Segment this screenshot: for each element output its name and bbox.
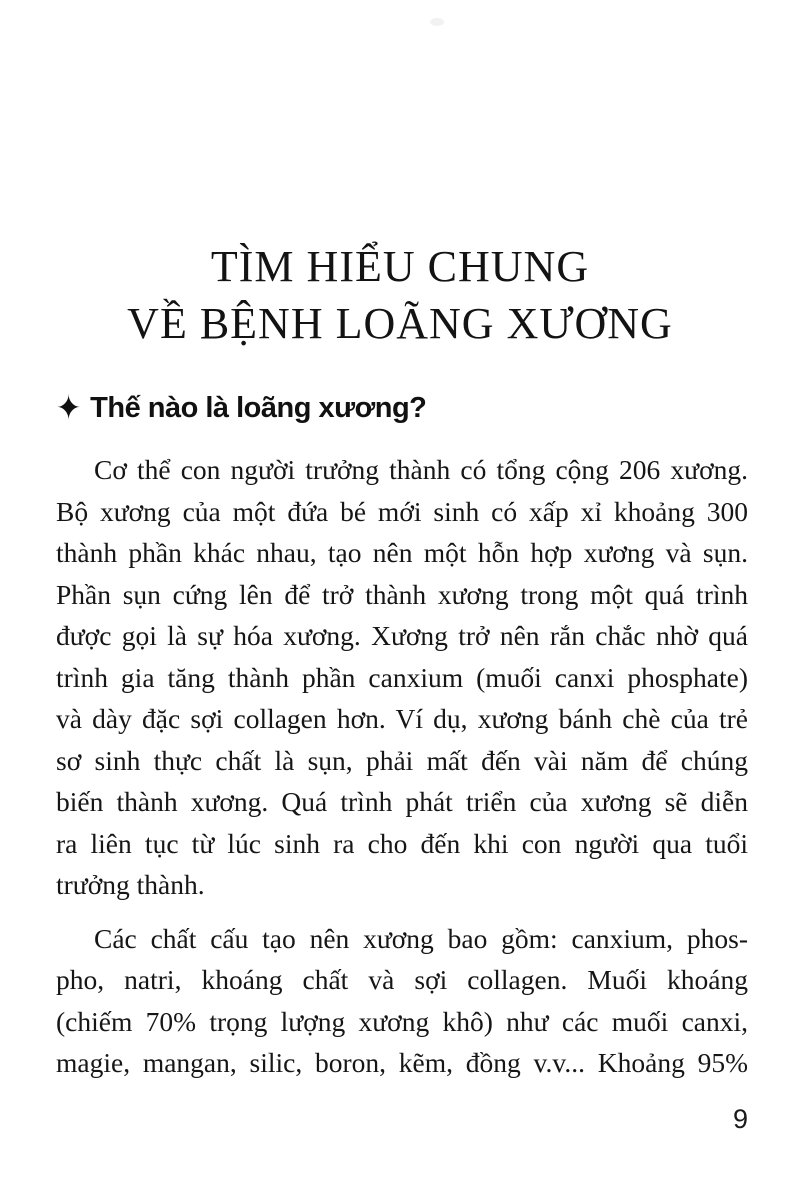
text-line: (chiếm 70% trọng lượng xương khô) như các muối canxi,: [56, 1005, 748, 1037]
text-line: Các chất cấu tạo nên xương bao gồm: canxium, phos-: [94, 922, 748, 954]
text-line: biến thành xương. Quá trình phát triển của xương sẽ diễn: [56, 786, 748, 817]
text-line: thành phần khác nhau, tạo nên một hỗn hợp xương và sụn.: [56, 537, 748, 568]
page-number: 9: [732, 1104, 748, 1134]
paragraph: [56, 918, 748, 1084]
paragraph: [56, 449, 748, 906]
text-line: magie, mangan, silic, boron, kẽm, đồng v.v... Khoảng 95%: [56, 1047, 748, 1078]
text-line: được gọi là sự hóa xương. Xương trở nên rắn chắc nhờ quá: [56, 620, 748, 651]
text-line: trưởng thành.: [56, 869, 205, 900]
text-line: ra liên tục từ lúc sinh ra cho đến khi con người qua tuổi: [56, 827, 748, 859]
four-pointed-star-icon: ✦: [56, 388, 82, 427]
scan-artifact: [430, 18, 444, 26]
chapter-title: [0, 0, 800, 352]
section-heading-label: Thế nào là loãng xương?: [90, 392, 427, 424]
section-heading: [56, 388, 800, 427]
text-line: và dày đặc sợi collagen hơn. Ví dụ, xương bánh chè của trẻ: [56, 703, 748, 734]
text-line: Cơ thể con người trưởng thành có tổng cộng 206 xương.: [94, 454, 748, 485]
text-line: sơ sinh thực chất là sụn, phải mất đến vài năm để chúng: [56, 744, 748, 776]
text-line: Bộ xương của một đứa bé mới sinh có xấp xỉ khoảng 300: [56, 495, 748, 527]
body-text: [56, 449, 748, 1084]
text-line: Phần sụn cứng lên để trở thành xương trong một quá trình: [56, 578, 748, 610]
chapter-title-line1: TÌM HIỂU CHUNG: [210, 242, 590, 291]
text-line: pho, natri, khoáng chất và sợi collagen. Muối khoáng: [56, 964, 748, 995]
text-line: trình gia tăng thành phần canxium (muối canxi phosphate): [56, 661, 748, 693]
chapter-title-line2: VỀ BỆNH LOÃNG XƯƠNG: [127, 299, 673, 348]
